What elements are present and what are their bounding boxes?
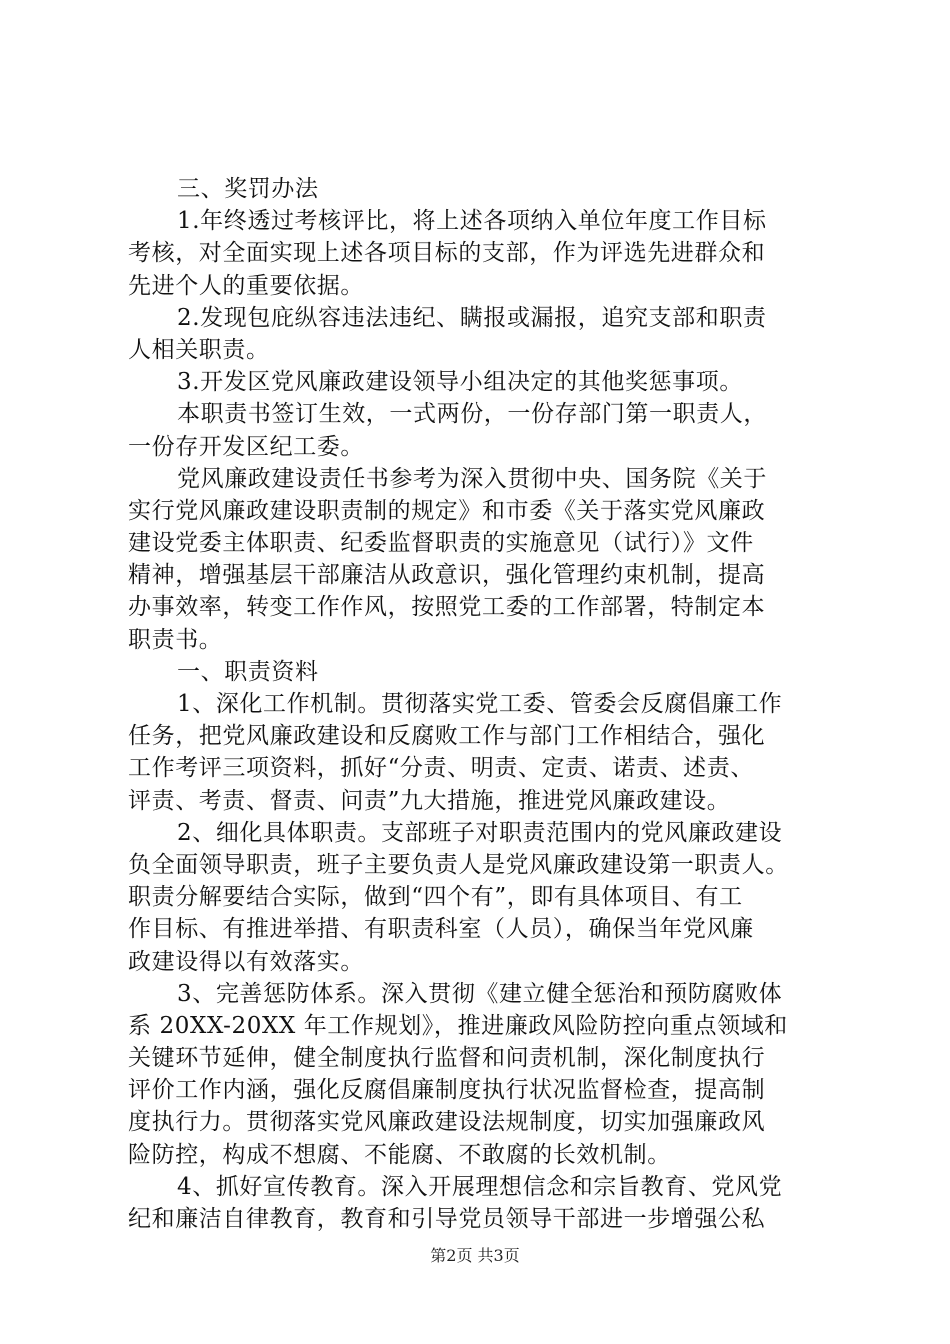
text-line: 任务，把党风廉政建设和反腐败工作与部门工作相结合，强化 (128, 723, 766, 750)
text-line: 工作考评三项资料，抓好“分责、明责、定责、诺责、述责、 (128, 755, 754, 782)
text-line: 一份存开发区纪工委。 (128, 433, 364, 460)
text-line: 作目标、有推进举措、有职责科室（人员），确保当年党风廉 (128, 916, 754, 943)
document-body (128, 173, 834, 1235)
text-line: 3.开发区党风廉政建设领导小组决定的其他奖惩事项。 (177, 369, 743, 396)
text-line: 度执行力。贯彻落实党风廉政建设法规制度，切实加强廉政风 (128, 1109, 766, 1136)
text-line: 政建设得以有效落实。 (128, 948, 364, 975)
text-line: 实行党风廉政建设职责制的规定》和市委《关于落实党风廉政 (128, 497, 766, 524)
text-line: 4、抓好宣传教育。深入开展理想信念和宗旨教育、党风党 (177, 1173, 783, 1200)
text-line: 1.年终透过考核评比，将上述各项纳入单位年度工作目标 (177, 208, 767, 235)
text-line: 2.发现包庇纵容违法违纪、瞒报或漏报，追究支部和职责 (177, 304, 767, 331)
text-line: 党风廉政建设责任书参考为深入贯彻中央、国务院《关于 (177, 465, 767, 492)
text-line: 职责分解要结合实际，做到“四个有”，即有具体项目、有工 (128, 884, 743, 911)
text-line: 一、职责资料 (177, 658, 319, 685)
text-line: 办事效率，转变工作作风，按照党工委的工作部署，特制定本 (128, 594, 766, 621)
text-line: 本职责书签订生效，一式两份，一份存部门第一职责人， (177, 401, 767, 428)
text-line: 关键环节延伸，健全制度执行监督和问责机制，深化制度执行 (128, 1045, 766, 1072)
text-line: 评责、考责、督责、问责”九大措施，推进党风廉政建设。 (128, 787, 731, 814)
text-line: 3、完善惩防体系。深入贯彻《建立健全惩治和预防腐败体 (177, 980, 783, 1007)
text-line: 考核，对全面实现上述各项目标的支部，作为评选先进群众和 (128, 240, 766, 267)
text-line: 精神，增强基层干部廉洁从政意识，强化管理约束机制，提高 (128, 562, 766, 589)
text-line: 险防控，构成不想腐、不能腐、不敢腐的长效机制。 (128, 1141, 671, 1168)
text-line: 纪和廉洁自律教育，教育和引导党员领导干部进一步增强公私 (128, 1206, 766, 1232)
text-line: 三、奖罚办法 (177, 176, 319, 202)
text-line: 2、细化具体职责。支部班子对职责范围内的党风廉政建设 (177, 819, 783, 846)
page-footer: 第2页 共3页 (430, 1246, 520, 1265)
text-line: 人相关职责。 (128, 336, 270, 363)
text-line: 建设党委主体职责、纪委监督职责的实施意见（试行）》文件 (128, 530, 754, 557)
text-line: 评价工作内涵，强化反腐倡廉制度执行状况监督检查，提高制 (128, 1077, 766, 1104)
text-line: 先进个人的重要依据。 (128, 272, 364, 299)
text-line: 负全面领导职责，班子主要负责人是党风廉政建设第一职责人。 (128, 851, 789, 878)
text-line: 1、深化工作机制。贯彻落实党工委、管委会反腐倡廉工作 (177, 691, 783, 717)
text-line: 职责书。 (128, 626, 223, 653)
text-line: 系 20XX-20XX 年工作规划》，推进廉政风险防控向重点领域和 (128, 1012, 788, 1039)
